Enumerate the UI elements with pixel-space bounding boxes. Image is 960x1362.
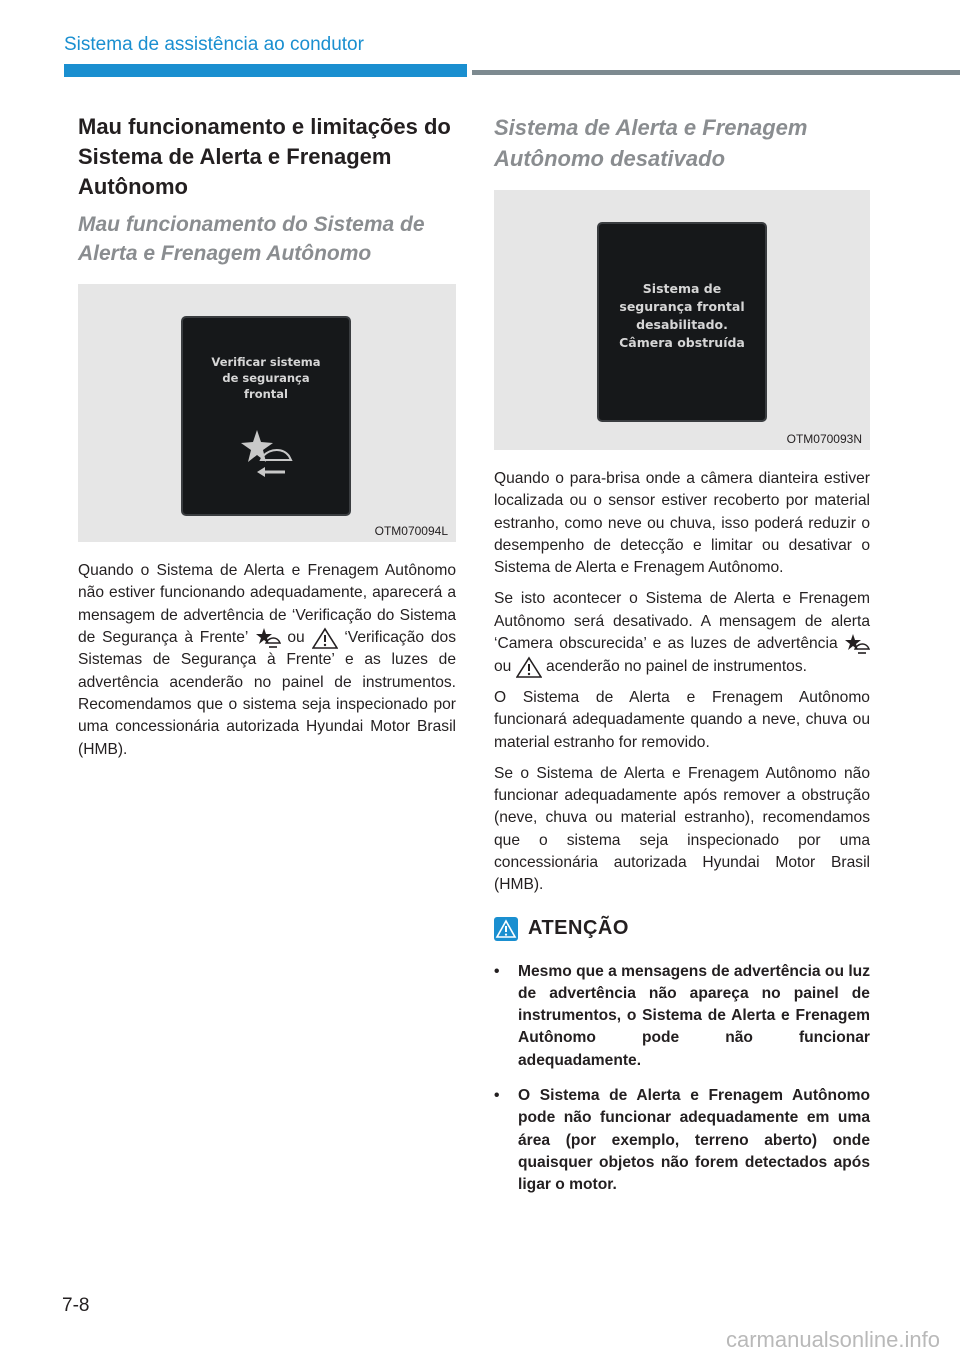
section-heading: Mau funcionamento e limitações do Sistema de Alerta e Frenagem Autônomo [78,114,451,199]
cluster-display [597,222,767,422]
figure-code: OTM070093N [786,432,862,446]
body-paragraph: Se o Sistema de Alerta e Frenagem Autônomo não funcionar adequadamente após remover a obstrução (neve, chuva ou material estranho), recomendamos que o sistema seja inspecionado por uma concessionária autorizada Hyundai Motor Brasil (HMB). [494,764,870,894]
warning-triangle-icon [516,656,542,678]
warning-title: ATENÇÃO [528,917,629,940]
warning-list [494,961,870,1197]
subsection-heading: Sistema de Alerta e Frenagem Autônomo desativado [494,115,808,171]
display-message: Verificar sistema de segurança frontal [211,355,321,401]
body-paragraph: Se isto acontecer o Sistema de Alerta e Frenagem Autônomo será desativado. A mensagem de alerta ‘Camera obscurecida’ e as luzes de advertência ou acenderão no painel de instrumentos. [494,588,870,677]
header-accent-bar [64,64,467,77]
body-paragraph: Quando o Sistema de Alerta e Frenagem Autônomo não estiver funcionando adequadamente, aparecerá a mensagem de advertência de ‘Verificação do Sistema de Segurança à Frente’ ou ‘Verificação dos Sistemas de Segurança à Frente’ e as luzes de advertência acenderão no painel de instrumentos. Recomendamos que o sistema seja inspecionado por uma concessionária autorizada Hyundai Motor Brasil (HMB). [78,562,456,758]
body-paragraph: O Sistema de Alerta e Frenagem Autônomo funcionará adequadamente quando a neve, chuva ou material estranho for removido. [494,688,870,751]
section-header: Sistema de assistência ao condutor [64,34,364,55]
left-column [78,112,456,770]
figure-cluster-check-system [78,284,456,542]
header-rule [472,70,960,75]
display-message: Sistema de segurança frontal desabilitado. Câmera obstruída [619,281,745,350]
warning-heading [494,917,870,941]
subsection-heading: Mau funcionamento do Sistema de Alerta e Frenagem Autônomo [78,213,425,265]
watermark: carmanualsonline.info [725,1327,940,1352]
collision-warning-icon [233,426,297,482]
collision-warning-icon [844,633,870,655]
list-item: • O Sistema de Alerta e Frenagem Autônomo pode não funcionar adequadamente em uma área (por exemplo, terreno aberto) onde quaisquer objetos não forem detectados após ligar o motor. [494,1087,870,1194]
page-number: 7-8 [62,1295,90,1316]
warning-triangle-icon [494,917,518,941]
collision-warning-icon [255,627,281,649]
cluster-display [181,316,351,516]
list-item: • Mesmo que a mensagens de advertência ou luz de advertência não apareça no painel de instrumentos, o Sistema de Alerta e Frenagem Autônomo pode não funcionar adequadamente. [494,962,870,1069]
body-paragraph: Quando o para-brisa onde a câmera dianteira estiver localizada ou o sensor estiver recoberto por material estranho, como neve ou chuva, isso poderá reduzir o desempenho de detecção e limitar ou desativar o Sistema de Alerta e Frenagem Autônomo. [494,470,870,577]
figure-cluster-camera-blocked [494,190,870,450]
figure-code: OTM070094L [374,524,448,538]
warning-triangle-icon [312,627,338,649]
right-column [494,112,870,1210]
